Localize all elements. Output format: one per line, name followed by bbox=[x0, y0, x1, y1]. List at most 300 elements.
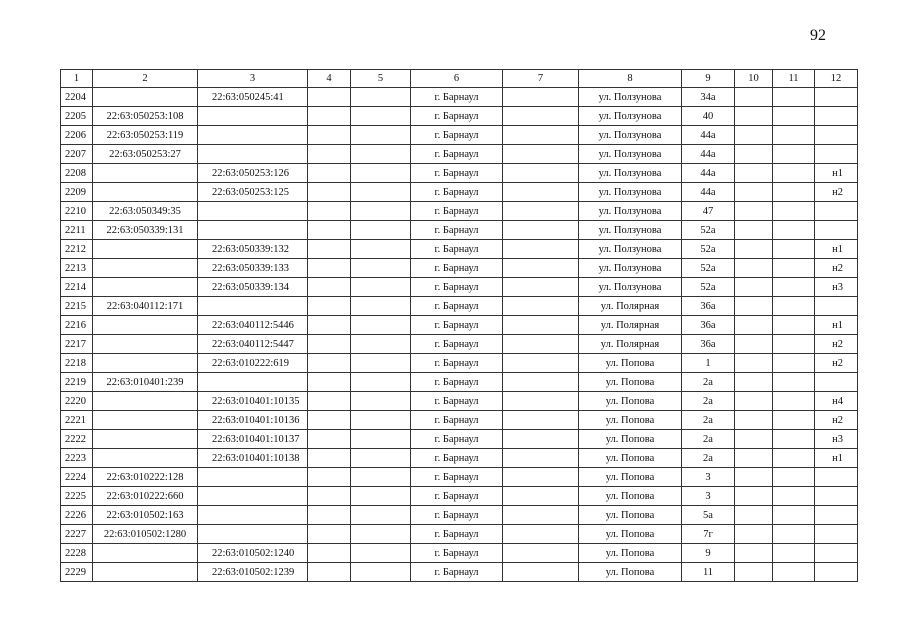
table-cell bbox=[93, 259, 198, 278]
table-cell bbox=[773, 468, 815, 487]
table-cell: 22:63:050253:125 bbox=[198, 183, 308, 202]
table-cell: ул. Попова bbox=[579, 430, 682, 449]
table-cell bbox=[773, 259, 815, 278]
table-cell bbox=[735, 335, 773, 354]
table-cell: г. Барнаул bbox=[411, 563, 503, 582]
table-cell: 44а bbox=[682, 126, 735, 145]
table-cell bbox=[735, 278, 773, 297]
table-cell bbox=[815, 487, 858, 506]
table-cell: 36а bbox=[682, 316, 735, 335]
table-cell: 22:63:040112:5446 bbox=[198, 316, 308, 335]
table-cell bbox=[308, 373, 351, 392]
table-cell bbox=[308, 88, 351, 107]
table-cell: 9 bbox=[682, 544, 735, 563]
table-cell: 2227 bbox=[61, 525, 93, 544]
table-row bbox=[61, 392, 858, 411]
table-cell bbox=[198, 202, 308, 221]
table-row bbox=[61, 506, 858, 525]
table-cell: 2217 bbox=[61, 335, 93, 354]
table-cell bbox=[351, 373, 411, 392]
header-cell: 12 bbox=[815, 70, 858, 88]
table-row bbox=[61, 88, 858, 107]
table-row bbox=[61, 107, 858, 126]
table-cell: г. Барнаул bbox=[411, 107, 503, 126]
table-cell bbox=[308, 392, 351, 411]
table-cell bbox=[351, 202, 411, 221]
table-cell: 22:63:010502:1240 bbox=[198, 544, 308, 563]
table-cell bbox=[735, 202, 773, 221]
table-cell bbox=[198, 468, 308, 487]
table-cell: 2211 bbox=[61, 221, 93, 240]
table-cell bbox=[773, 88, 815, 107]
table-cell bbox=[815, 221, 858, 240]
table-cell: г. Барнаул bbox=[411, 544, 503, 563]
table-cell bbox=[351, 430, 411, 449]
table-cell: н4 bbox=[815, 392, 858, 411]
table-cell bbox=[351, 392, 411, 411]
table-cell bbox=[773, 107, 815, 126]
table-cell bbox=[198, 107, 308, 126]
table-cell bbox=[308, 506, 351, 525]
table-cell: г. Барнаул bbox=[411, 164, 503, 183]
table-cell bbox=[308, 544, 351, 563]
table-cell bbox=[815, 506, 858, 525]
header-cell: 4 bbox=[308, 70, 351, 88]
table-cell bbox=[198, 126, 308, 145]
table-cell bbox=[735, 297, 773, 316]
table-cell bbox=[351, 354, 411, 373]
table-cell bbox=[308, 430, 351, 449]
table-cell bbox=[351, 240, 411, 259]
table-cell bbox=[503, 487, 579, 506]
table-row bbox=[61, 468, 858, 487]
table-cell: г. Барнаул bbox=[411, 297, 503, 316]
table-cell bbox=[503, 373, 579, 392]
table-cell: н3 bbox=[815, 278, 858, 297]
table-row bbox=[61, 449, 858, 468]
table-cell bbox=[815, 373, 858, 392]
table-cell bbox=[351, 107, 411, 126]
table-cell bbox=[815, 468, 858, 487]
table-cell bbox=[773, 544, 815, 563]
table-cell: г. Барнаул bbox=[411, 240, 503, 259]
table-cell bbox=[93, 316, 198, 335]
table-cell bbox=[773, 240, 815, 259]
table-cell: 2207 bbox=[61, 145, 93, 164]
table-cell: ул. Ползунова bbox=[579, 145, 682, 164]
table-body bbox=[61, 70, 858, 582]
table-cell bbox=[308, 354, 351, 373]
table-cell bbox=[198, 525, 308, 544]
table-cell: 22:63:050253:27 bbox=[93, 145, 198, 164]
table-cell: 22:63:040112:171 bbox=[93, 297, 198, 316]
table-cell: ул. Ползунова bbox=[579, 107, 682, 126]
table-cell bbox=[773, 506, 815, 525]
table-row bbox=[61, 145, 858, 164]
table-row bbox=[61, 354, 858, 373]
table-cell: н2 bbox=[815, 335, 858, 354]
header-cell: 3 bbox=[198, 70, 308, 88]
table-cell bbox=[735, 221, 773, 240]
table-cell bbox=[503, 88, 579, 107]
table-cell: г. Барнаул bbox=[411, 430, 503, 449]
table-cell: 11 bbox=[682, 563, 735, 582]
table-cell: 3 bbox=[682, 468, 735, 487]
table-cell bbox=[735, 259, 773, 278]
table-cell bbox=[735, 107, 773, 126]
table-cell bbox=[503, 145, 579, 164]
table-cell bbox=[351, 468, 411, 487]
table-cell bbox=[773, 221, 815, 240]
table-cell bbox=[308, 487, 351, 506]
table-cell: 22:63:010502:1239 bbox=[198, 563, 308, 582]
header-cell: 9 bbox=[682, 70, 735, 88]
registry-table bbox=[60, 69, 858, 582]
table-cell: 40 bbox=[682, 107, 735, 126]
table-cell: 22:63:010222:660 bbox=[93, 487, 198, 506]
table-cell bbox=[308, 411, 351, 430]
table-cell bbox=[735, 145, 773, 164]
table-cell: 2204 bbox=[61, 88, 93, 107]
table-cell: 7г bbox=[682, 525, 735, 544]
table-cell bbox=[815, 107, 858, 126]
table-cell: ул. Ползунова bbox=[579, 259, 682, 278]
table-cell bbox=[351, 88, 411, 107]
table-cell: 22:63:050253:119 bbox=[93, 126, 198, 145]
table-cell: 47 bbox=[682, 202, 735, 221]
table-row bbox=[61, 259, 858, 278]
table-cell: 22:63:010401:10137 bbox=[198, 430, 308, 449]
table-header-row bbox=[61, 70, 858, 88]
table-cell bbox=[308, 202, 351, 221]
table-cell: 2216 bbox=[61, 316, 93, 335]
table-row bbox=[61, 278, 858, 297]
table-cell bbox=[93, 430, 198, 449]
table-cell: г. Барнаул bbox=[411, 221, 503, 240]
table-row bbox=[61, 373, 858, 392]
table-cell: 2226 bbox=[61, 506, 93, 525]
table-cell: 2213 bbox=[61, 259, 93, 278]
table-cell bbox=[503, 468, 579, 487]
table-cell bbox=[773, 392, 815, 411]
header-cell: 7 bbox=[503, 70, 579, 88]
table-cell: г. Барнаул bbox=[411, 525, 503, 544]
table-cell bbox=[773, 449, 815, 468]
table-cell bbox=[308, 240, 351, 259]
table-cell bbox=[773, 164, 815, 183]
table-cell bbox=[503, 506, 579, 525]
table-cell: ул. Полярная bbox=[579, 316, 682, 335]
table-cell bbox=[93, 278, 198, 297]
table-cell: 22:63:050339:132 bbox=[198, 240, 308, 259]
table-cell bbox=[93, 449, 198, 468]
table-cell bbox=[735, 544, 773, 563]
table-cell: н2 bbox=[815, 411, 858, 430]
table-row bbox=[61, 164, 858, 183]
table-cell: ул. Ползунова bbox=[579, 88, 682, 107]
table-cell bbox=[93, 240, 198, 259]
table-cell: 22:63:010502:163 bbox=[93, 506, 198, 525]
table-cell bbox=[503, 259, 579, 278]
table-cell bbox=[308, 468, 351, 487]
table-cell: 2220 bbox=[61, 392, 93, 411]
header-cell: 10 bbox=[735, 70, 773, 88]
header-cell: 6 bbox=[411, 70, 503, 88]
table-cell: г. Барнаул bbox=[411, 449, 503, 468]
table-cell: ул. Полярная bbox=[579, 297, 682, 316]
table-cell bbox=[93, 392, 198, 411]
table-cell bbox=[308, 563, 351, 582]
table-cell: 22:63:010222:619 bbox=[198, 354, 308, 373]
table-cell bbox=[735, 240, 773, 259]
table-cell bbox=[93, 88, 198, 107]
table-cell: ул. Попова bbox=[579, 563, 682, 582]
table-cell: ул. Ползунова bbox=[579, 126, 682, 145]
table-cell bbox=[773, 297, 815, 316]
table-cell: 22:63:050339:131 bbox=[93, 221, 198, 240]
table-cell: ул. Попова bbox=[579, 544, 682, 563]
table-cell bbox=[93, 335, 198, 354]
table-cell bbox=[351, 145, 411, 164]
table-cell: ул. Ползунова bbox=[579, 202, 682, 221]
table-cell: 22:63:050339:134 bbox=[198, 278, 308, 297]
table-cell bbox=[735, 411, 773, 430]
table-cell bbox=[308, 183, 351, 202]
table-cell bbox=[351, 563, 411, 582]
table-cell: н1 bbox=[815, 316, 858, 335]
table-cell: 2224 bbox=[61, 468, 93, 487]
table-row bbox=[61, 430, 858, 449]
table-cell bbox=[351, 544, 411, 563]
table-cell bbox=[735, 164, 773, 183]
table-cell: 1 bbox=[682, 354, 735, 373]
table-row bbox=[61, 544, 858, 563]
table-cell: г. Барнаул bbox=[411, 468, 503, 487]
table-cell bbox=[815, 297, 858, 316]
table-cell bbox=[308, 145, 351, 164]
table-cell: 22:63:010222:128 bbox=[93, 468, 198, 487]
table-cell bbox=[735, 449, 773, 468]
table-cell bbox=[735, 316, 773, 335]
table-cell bbox=[93, 183, 198, 202]
table-row bbox=[61, 487, 858, 506]
table-cell bbox=[503, 202, 579, 221]
table-cell bbox=[93, 354, 198, 373]
table-cell bbox=[503, 316, 579, 335]
table-row bbox=[61, 335, 858, 354]
table-cell bbox=[503, 335, 579, 354]
table-cell: н1 bbox=[815, 240, 858, 259]
table-cell bbox=[773, 411, 815, 430]
table-cell: 2а bbox=[682, 392, 735, 411]
table-cell: 2208 bbox=[61, 164, 93, 183]
table-row bbox=[61, 525, 858, 544]
table-cell bbox=[198, 373, 308, 392]
header-cell: 8 bbox=[579, 70, 682, 88]
table-cell: 44а bbox=[682, 183, 735, 202]
table-cell bbox=[735, 487, 773, 506]
table-cell bbox=[503, 278, 579, 297]
table-cell bbox=[198, 145, 308, 164]
table-cell bbox=[198, 221, 308, 240]
table-cell: г. Барнаул bbox=[411, 88, 503, 107]
table-cell: 5а bbox=[682, 506, 735, 525]
table-cell bbox=[773, 373, 815, 392]
table-row bbox=[61, 221, 858, 240]
table-cell bbox=[351, 411, 411, 430]
table-cell: ул. Попова bbox=[579, 411, 682, 430]
table-cell bbox=[815, 88, 858, 107]
table-cell: 22:63:050349:35 bbox=[93, 202, 198, 221]
table-cell: 2а bbox=[682, 449, 735, 468]
table-cell: 2209 bbox=[61, 183, 93, 202]
table-cell bbox=[815, 563, 858, 582]
table-cell: 52а bbox=[682, 259, 735, 278]
table-cell: 22:63:010502:1280 bbox=[93, 525, 198, 544]
table-cell: г. Барнаул bbox=[411, 335, 503, 354]
table-row bbox=[61, 240, 858, 259]
table-cell bbox=[773, 525, 815, 544]
table-cell bbox=[773, 145, 815, 164]
table-cell bbox=[308, 297, 351, 316]
table-cell bbox=[773, 487, 815, 506]
table-cell: 36а bbox=[682, 335, 735, 354]
table-cell: ул. Ползунова bbox=[579, 240, 682, 259]
table-cell bbox=[503, 240, 579, 259]
table-cell bbox=[351, 126, 411, 145]
table-cell bbox=[308, 221, 351, 240]
table-cell: ул. Попова bbox=[579, 506, 682, 525]
table-cell bbox=[93, 164, 198, 183]
table-cell: н3 bbox=[815, 430, 858, 449]
table-row bbox=[61, 202, 858, 221]
table-cell: 44а bbox=[682, 145, 735, 164]
table-cell bbox=[735, 373, 773, 392]
table-cell bbox=[308, 259, 351, 278]
table-cell: ул. Ползунова bbox=[579, 164, 682, 183]
table-cell: г. Барнаул bbox=[411, 126, 503, 145]
table-cell bbox=[773, 354, 815, 373]
table-cell: 22:63:010401:10138 bbox=[198, 449, 308, 468]
table-cell bbox=[815, 525, 858, 544]
table-cell: г. Барнаул bbox=[411, 487, 503, 506]
table-cell: 3 bbox=[682, 487, 735, 506]
table-row bbox=[61, 316, 858, 335]
table-cell: 2210 bbox=[61, 202, 93, 221]
table-cell bbox=[351, 335, 411, 354]
table-cell bbox=[351, 259, 411, 278]
table-cell bbox=[198, 487, 308, 506]
table-cell: 2а bbox=[682, 430, 735, 449]
table-cell bbox=[773, 335, 815, 354]
table-cell: 2а bbox=[682, 411, 735, 430]
table-cell: 2215 bbox=[61, 297, 93, 316]
table-cell: ул. Ползунова bbox=[579, 221, 682, 240]
table-cell: ул. Попова bbox=[579, 354, 682, 373]
table-cell: 52а bbox=[682, 221, 735, 240]
table-cell bbox=[351, 487, 411, 506]
table-cell bbox=[503, 107, 579, 126]
table-cell: 22:63:040112:5447 bbox=[198, 335, 308, 354]
table-cell: г. Барнаул bbox=[411, 145, 503, 164]
table-cell bbox=[503, 392, 579, 411]
table-row bbox=[61, 126, 858, 145]
table-cell: г. Барнаул bbox=[411, 259, 503, 278]
table-cell bbox=[308, 126, 351, 145]
table-cell bbox=[503, 563, 579, 582]
table-cell: г. Барнаул bbox=[411, 316, 503, 335]
table-cell bbox=[198, 297, 308, 316]
table-cell: ул. Попова bbox=[579, 468, 682, 487]
table-cell: 2222 bbox=[61, 430, 93, 449]
table-cell: н2 bbox=[815, 259, 858, 278]
table-cell bbox=[93, 544, 198, 563]
table-row bbox=[61, 563, 858, 582]
table-cell: ул. Полярная bbox=[579, 335, 682, 354]
table-cell: г. Барнаул bbox=[411, 278, 503, 297]
table-cell bbox=[308, 449, 351, 468]
table-cell bbox=[773, 183, 815, 202]
table-cell bbox=[351, 183, 411, 202]
table-cell bbox=[503, 221, 579, 240]
table-cell bbox=[351, 525, 411, 544]
table-cell bbox=[503, 525, 579, 544]
table-row bbox=[61, 297, 858, 316]
table-cell bbox=[773, 126, 815, 145]
table-cell: н1 bbox=[815, 449, 858, 468]
table-cell bbox=[351, 221, 411, 240]
table-cell: 52а bbox=[682, 278, 735, 297]
table-cell: н2 bbox=[815, 354, 858, 373]
table-cell bbox=[773, 278, 815, 297]
table-cell bbox=[503, 449, 579, 468]
table-cell: 52а bbox=[682, 240, 735, 259]
page-number: 92 bbox=[810, 27, 826, 44]
table-cell: н2 bbox=[815, 183, 858, 202]
table-cell bbox=[308, 107, 351, 126]
table-cell: 2214 bbox=[61, 278, 93, 297]
table-cell bbox=[735, 183, 773, 202]
table-cell: ул. Попова bbox=[579, 449, 682, 468]
table-cell: 22:63:010401:10135 bbox=[198, 392, 308, 411]
table-cell: 22:63:010401:10136 bbox=[198, 411, 308, 430]
table-cell: 22:63:050339:133 bbox=[198, 259, 308, 278]
table-cell bbox=[735, 126, 773, 145]
table-cell bbox=[815, 126, 858, 145]
table-cell bbox=[735, 430, 773, 449]
table-cell: 22:63:050253:108 bbox=[93, 107, 198, 126]
table-cell bbox=[735, 468, 773, 487]
table-cell bbox=[773, 430, 815, 449]
table-cell bbox=[351, 297, 411, 316]
table-cell: ул. Попова bbox=[579, 487, 682, 506]
table-cell bbox=[308, 335, 351, 354]
table-cell bbox=[351, 164, 411, 183]
table-cell: г. Барнаул bbox=[411, 373, 503, 392]
table-cell: ул. Ползунова bbox=[579, 278, 682, 297]
table-cell bbox=[351, 449, 411, 468]
table-cell: ул. Ползунова bbox=[579, 183, 682, 202]
table-cell: 34а bbox=[682, 88, 735, 107]
table-cell bbox=[773, 316, 815, 335]
table-cell: 2212 bbox=[61, 240, 93, 259]
table-cell: 36а bbox=[682, 297, 735, 316]
table-cell: 2205 bbox=[61, 107, 93, 126]
table-cell: ул. Попова bbox=[579, 392, 682, 411]
table-cell: 2206 bbox=[61, 126, 93, 145]
table-cell: ул. Попова bbox=[579, 373, 682, 392]
table-cell: н1 bbox=[815, 164, 858, 183]
